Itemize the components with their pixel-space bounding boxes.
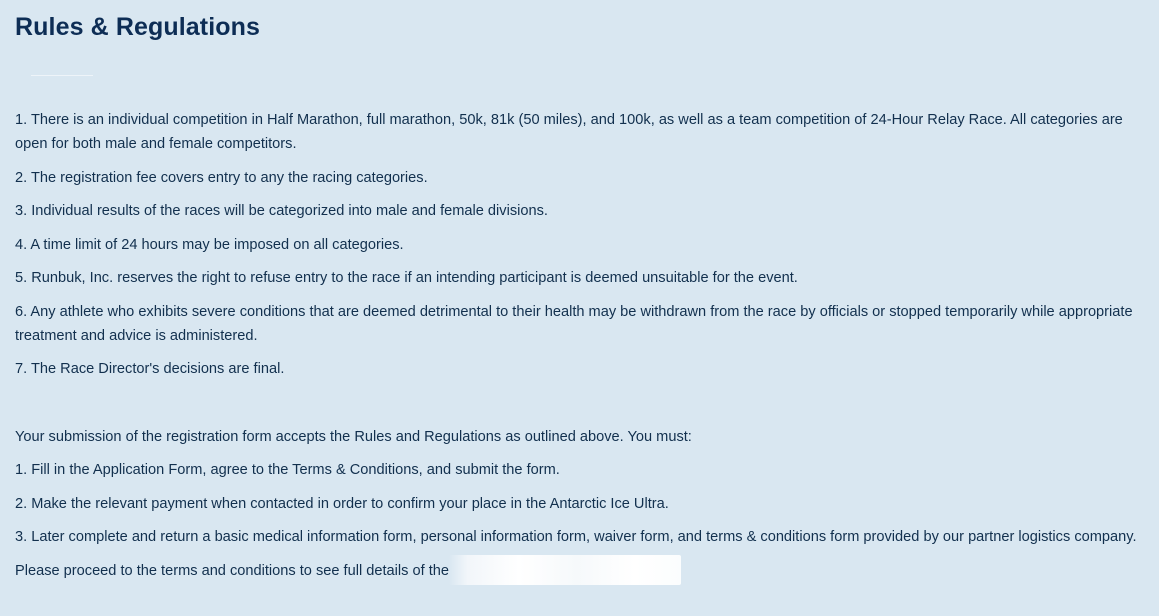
page-title: Rules & Regulations bbox=[15, 13, 260, 41]
rule-item: 6. Any athlete who exhibits severe conditions that are deemed detrimental to their health may be withdrawn from the race by officials or stopped temporarily while appropriate treatment and advice is administered. bbox=[15, 303, 1133, 344]
section-spacer bbox=[15, 391, 1150, 425]
rule-item: 1. There is an individual competition in Half Marathon, full marathon, 50k, 81k (50 miles), and 100k, as well as a team competition of 24-Hour Relay Race. All categories are open for both male and female competitors. bbox=[15, 112, 1123, 152]
submission-step: 1. Fill in the Application Form, agree to the Terms & Conditions, and submit the form. bbox=[15, 462, 560, 478]
title-divider bbox=[31, 75, 93, 76]
rules-content bbox=[15, 108, 1150, 594]
rule-item: 4. A time limit of 24 hours may be imposed on all categories. bbox=[15, 236, 404, 253]
submission-step: 2. Make the relevant payment when contacted in order to confirm your place in the Antarctic Ice Ultra. bbox=[15, 495, 669, 512]
closing-line bbox=[15, 559, 1150, 585]
rule-item: 3. Individual results of the races will be categorized into male and female divisions. bbox=[15, 203, 548, 219]
submission-intro: Your submission of the registration form accepts the Rules and Regulations as outlined above. You must: bbox=[15, 428, 692, 445]
rule-item: 2. The registration fee covers entry to any the racing categories. bbox=[15, 169, 428, 186]
closing-text: Please proceed to the terms and conditions to see full details of the bbox=[15, 562, 450, 579]
rule-item: 5. Runbuk, Inc. reserves the right to refuse entry to the race if an intending participant is deemed unsuitable for the event. bbox=[15, 270, 798, 286]
submission-step: 3. Later complete and return a basic medical information form, personal information form, waiver form, and terms & conditions form provided by our partner logistics company. bbox=[15, 529, 1137, 545]
rule-item: 7. The Race Director's decisions are final. bbox=[15, 361, 285, 377]
redacted-blur bbox=[449, 555, 681, 585]
